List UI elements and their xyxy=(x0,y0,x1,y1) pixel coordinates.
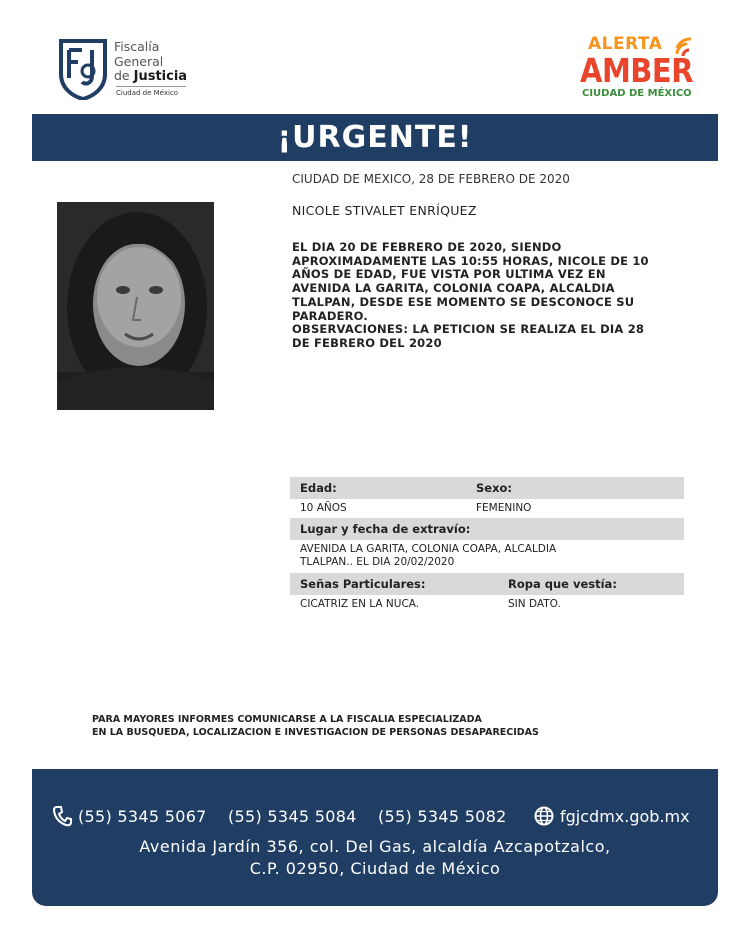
contact-note-line2: EN LA BUSQUEDA, LOCALIZACION E INVESTIGACION DE PERSONAS DESAPARECIDAS xyxy=(92,727,539,738)
details-value-row xyxy=(290,595,684,615)
fgj-line3-bold: Justicia xyxy=(133,69,188,84)
place-label: Lugar y fecha de extravío: xyxy=(300,522,471,536)
description-line: TLALPAN, DESDE ESE MOMENTO SE DESCONOCE SU xyxy=(292,294,635,309)
description-line: EL DIA 20 DE FEBRERO DE 2020, SIENDO xyxy=(292,240,562,254)
notice-date: CIUDAD DE MEXICO, 28 DE FEBRERO DE 2020 xyxy=(292,172,570,186)
age-value: 10 AÑOS xyxy=(300,502,347,514)
alerta-amber-logo xyxy=(580,34,704,106)
fgj-shield-logo-icon xyxy=(58,38,108,100)
marks-label: Señas Particulares: xyxy=(300,577,426,591)
fgj-wordmark xyxy=(114,40,187,85)
clothing-value: SIN DATO. xyxy=(508,598,561,610)
description-line: AVENIDA LA GARITA, COLONIA COAPA, ALCALDIA xyxy=(292,281,615,296)
fgj-line2: General xyxy=(114,53,164,69)
age-label: Edad: xyxy=(300,481,337,495)
clothing-label: Ropa que vestía: xyxy=(508,577,617,591)
globe-icon xyxy=(534,806,554,826)
urgent-banner xyxy=(32,114,718,161)
missing-person-name: NICOLE STIVALET ENRÍQUEZ xyxy=(292,203,477,218)
amber-city: CIUDAD DE MÉXICO xyxy=(582,88,692,99)
fgj-line3-prefix: de xyxy=(114,68,134,83)
fgj-logo xyxy=(58,38,208,102)
missing-person-photo xyxy=(57,202,214,410)
footer-contact xyxy=(32,769,718,906)
address-line2: C.P. 02950, Ciudad de México xyxy=(249,859,501,878)
details-header-row xyxy=(290,518,684,540)
sex-label: Sexo: xyxy=(476,481,512,495)
phone-icon xyxy=(52,805,72,827)
fgj-line1: Fiscalía xyxy=(114,39,160,54)
details-header-row xyxy=(290,477,684,499)
description-line: PARADERO. xyxy=(292,308,368,323)
phone-number[interactable]: (55) 5345 5084 xyxy=(228,807,357,826)
details-value-row xyxy=(290,499,684,518)
address-line1: Avenida Jardín 356, col. Del Gas, alcaldía Azcapotzalco, xyxy=(139,837,611,856)
description-line: AÑOS DE EDAD, FUE VISTA POR ULTIMA VEZ EN xyxy=(292,267,606,282)
banner-title: ¡URGENTE! xyxy=(277,120,473,155)
description-line: OBSERVACIONES: LA PETICION SE REALIZA EL DIA 28 xyxy=(292,322,645,337)
details-header-row xyxy=(290,573,684,595)
place-value-line1: AVENIDA LA GARITA, COLONIA COAPA, ALCALDIA xyxy=(300,543,557,555)
website-link[interactable]: fgjcdmx.gob.mx xyxy=(560,807,690,826)
phone-number[interactable]: (55) 5345 5082 xyxy=(378,807,507,826)
description-line: DE FEBRERO DEL 2020 xyxy=(292,335,442,350)
contact-note xyxy=(92,713,539,739)
fgj-city: Ciudad de México xyxy=(116,86,186,97)
amber-word-alerta: ALERTA xyxy=(588,34,663,54)
amber-word-amber: AMBER xyxy=(580,51,694,91)
contact-note-line1: PARA MAYORES INFORMES COMUNICARSE A LA FISCALIA ESPECIALIZADA xyxy=(92,714,482,725)
details-table xyxy=(290,477,684,615)
place-value xyxy=(300,543,556,569)
marks-value: CICATRIZ EN LA NUCA. xyxy=(300,598,420,610)
phone-number[interactable]: (55) 5345 5067 xyxy=(78,807,207,826)
details-value-row xyxy=(290,540,684,573)
amber-signal-icon xyxy=(674,36,700,58)
sex-value: FEMENINO xyxy=(476,502,532,514)
description-line: APROXIMADAMENTE LAS 10:55 HORAS, NICOLE DE 10 xyxy=(292,253,649,268)
fgj-line3 xyxy=(114,69,187,85)
portrait-image xyxy=(57,202,214,410)
incident-description xyxy=(292,241,680,351)
place-value-line2: TLALPAN.. EL DIA 20/02/2020 xyxy=(300,556,455,568)
